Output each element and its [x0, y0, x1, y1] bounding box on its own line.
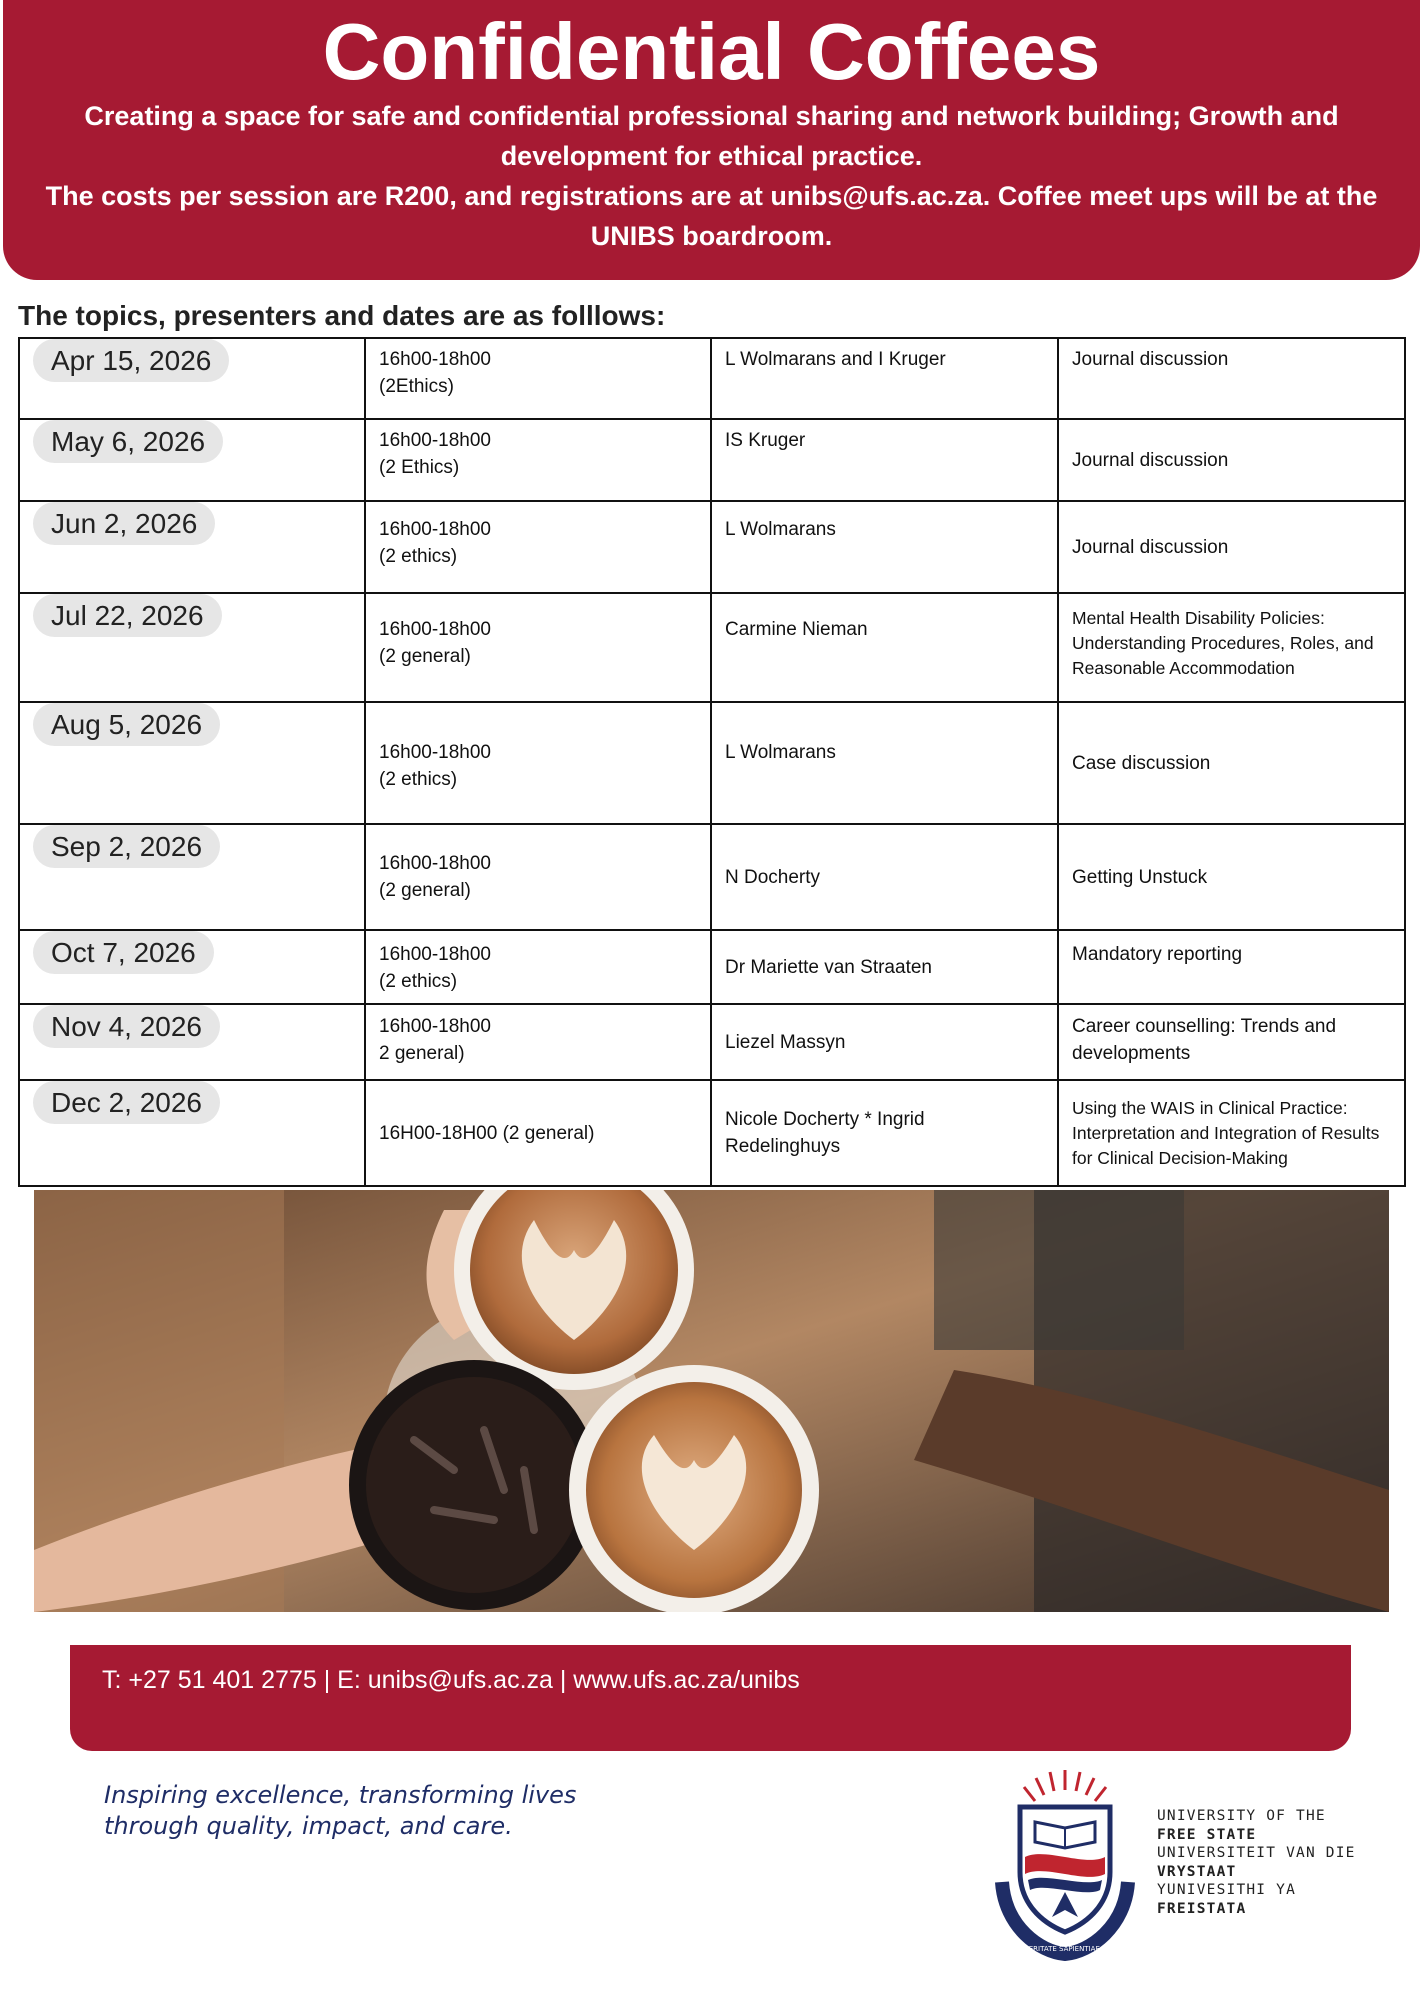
tagline — [104, 1780, 624, 1842]
schedule-table — [18, 337, 1406, 1187]
date-pill: Apr 15, 2026 — [33, 339, 229, 382]
time-text: 16H00-18H00 (2 general) — [379, 1122, 595, 1144]
topic-cell — [1058, 930, 1405, 1004]
table-row — [19, 824, 1405, 930]
date-cell — [19, 419, 365, 501]
university-name-line-1: UNIVERSITY OF THE — [1157, 1808, 1326, 1824]
table-row — [19, 501, 1405, 593]
header-banner — [3, 0, 1420, 280]
topic-cell — [1058, 501, 1405, 593]
topic-text: Using the WAIS in Clinical Practice: Interpretation and Integration of Results for Clinical Decision-Making — [1072, 1097, 1380, 1168]
presenter-cell — [711, 930, 1058, 1004]
intro-text: Creating a space for safe and confidential professional sharing and network building; Growth and development for ethical practice. — [84, 101, 1339, 171]
time-cell — [365, 1004, 711, 1080]
presenter-text: IS Kruger — [725, 430, 806, 451]
points-text: (2 ethics) — [379, 546, 458, 567]
university-name-line-6 — [1157, 1900, 1356, 1919]
time-cell — [365, 824, 711, 930]
table-row — [19, 702, 1405, 824]
date-pill: Dec 2, 2026 — [33, 1081, 220, 1124]
contact-details[interactable]: T: +27 51 401 2775 | E: unibs@ufs.ac.za | www.ufs.ac.za/unibs — [102, 1666, 800, 1694]
presenter-text: Dr Mariette van Straaten — [725, 956, 932, 978]
presenter-cell — [711, 1004, 1058, 1080]
points-text: (2 Ethics) — [379, 457, 460, 478]
table-row — [19, 1004, 1405, 1080]
schedule-heading: The topics, presenters and dates are as folllows: — [18, 300, 666, 331]
university-name-line-5: YUNIVESITHI YA — [1157, 1882, 1297, 1898]
time-text: 16h00-18h00 — [379, 349, 491, 370]
points-text: (2Ethics) — [379, 376, 454, 397]
university-name-line-6-text: FREISTATA — [1157, 1900, 1247, 1917]
page-title: Confidential Coffees — [322, 7, 1101, 96]
points-text: (2 general) — [379, 646, 471, 667]
presenter-cell — [711, 338, 1058, 419]
topic-text: Journal discussion — [1072, 536, 1229, 558]
topic-text: Journal discussion — [1072, 449, 1229, 471]
presenter-text: Nicole Docherty * Ingrid Redelinghuys — [725, 1109, 925, 1157]
time-text: 16h00-18h00 — [379, 519, 491, 540]
topic-cell — [1058, 824, 1405, 930]
date-pill: Aug 5, 2026 — [33, 703, 220, 746]
date-cell — [19, 1004, 365, 1080]
university-name-line-4-text: VRYSTAAT — [1157, 1863, 1237, 1880]
university-name-line-2-text: FREE STATE — [1157, 1826, 1257, 1843]
topic-cell — [1058, 419, 1405, 501]
presenter-cell — [711, 593, 1058, 702]
date-pill: Nov 4, 2026 — [33, 1005, 220, 1048]
date-cell — [19, 593, 365, 702]
time-cell — [365, 338, 711, 419]
table-row — [19, 338, 1405, 419]
time-cell — [365, 419, 711, 501]
points-text: (2 ethics) — [379, 769, 458, 790]
time-text: 16h00-18h00 — [379, 619, 491, 640]
date-cell — [19, 702, 365, 824]
presenter-text: L Wolmarans and I Kruger — [725, 349, 946, 370]
coffee-cups-illustration — [34, 1190, 1389, 1612]
presenter-cell — [711, 419, 1058, 501]
tagline-line-1: Inspiring excellence, transforming lives — [104, 1781, 577, 1809]
date-pill: Sep 2, 2026 — [33, 825, 220, 868]
time-text: 16h00-18h00 — [379, 1016, 491, 1037]
date-pill: Jun 2, 2026 — [33, 502, 215, 545]
time-cell — [365, 702, 711, 824]
time-text: 16h00-18h00 — [379, 853, 491, 874]
topic-cell — [1058, 1004, 1405, 1080]
topic-cell — [1058, 338, 1405, 419]
university-name — [1157, 1807, 1356, 1918]
date-cell — [19, 824, 365, 930]
topic-text: Career counselling: Trends and developments — [1072, 1016, 1337, 1064]
presenter-cell — [711, 1080, 1058, 1186]
presenter-text: L Wolmarans — [725, 519, 836, 540]
topic-text: Mental Health Disability Policies: Understanding Procedures, Roles, and Reasonable Accommodation — [1072, 608, 1374, 678]
date-cell — [19, 338, 365, 419]
table-row — [19, 1080, 1405, 1186]
university-name-line-4 — [1157, 1863, 1356, 1882]
date-pill: Jul 22, 2026 — [33, 594, 222, 637]
university-name-line-2 — [1157, 1826, 1356, 1845]
costs-text: The costs per session are R200, and registrations are at unibs@ufs.ac.za. Coffee meet ups will be at the UNIBS boardroom. — [45, 181, 1378, 251]
topic-text: Case discussion — [1072, 752, 1211, 774]
topic-cell — [1058, 593, 1405, 702]
table-row — [19, 419, 1405, 501]
table-row — [19, 593, 1405, 702]
tagline-line-2: through quality, impact, and care. — [104, 1812, 513, 1840]
topic-text: Mandatory reporting — [1072, 944, 1243, 965]
presenter-text: Carmine Nieman — [725, 619, 868, 640]
time-text: 16h00-18h00 — [379, 944, 491, 965]
topic-cell — [1058, 702, 1405, 824]
date-pill: Oct 7, 2026 — [33, 931, 214, 974]
presenter-text: L Wolmarans — [725, 742, 836, 763]
time-cell — [365, 593, 711, 702]
date-cell — [19, 930, 365, 1004]
presenter-cell — [711, 501, 1058, 593]
contact-banner — [70, 1645, 1351, 1751]
points-text: (2 ethics) — [379, 971, 458, 992]
date-cell — [19, 501, 365, 593]
time-text: 16h00-18h00 — [379, 742, 491, 763]
points-text: 2 general) — [379, 1043, 465, 1064]
time-cell — [365, 1080, 711, 1186]
date-pill: May 6, 2026 — [33, 420, 223, 463]
coffee-cups-photo — [34, 1190, 1389, 1612]
date-cell — [19, 1080, 365, 1186]
presenter-text: N Docherty — [725, 866, 821, 888]
points-text: (2 general) — [379, 880, 471, 901]
university-name-line-3: UNIVERSITEIT VAN DIE — [1157, 1845, 1356, 1861]
crest-motto: IN VERITATE SAPIENTIAE LUX — [1014, 1945, 1116, 1953]
topic-text: Journal discussion — [1072, 349, 1229, 370]
time-text: 16h00-18h00 — [379, 430, 491, 451]
time-cell — [365, 501, 711, 593]
presenter-text: Liezel Massyn — [725, 1031, 846, 1053]
presenter-cell — [711, 702, 1058, 824]
university-crest-logo — [980, 1762, 1150, 1962]
presenter-cell — [711, 824, 1058, 930]
topic-text: Getting Unstuck — [1072, 866, 1208, 888]
time-cell — [365, 930, 711, 1004]
table-row — [19, 930, 1405, 1004]
topic-cell — [1058, 1080, 1405, 1186]
